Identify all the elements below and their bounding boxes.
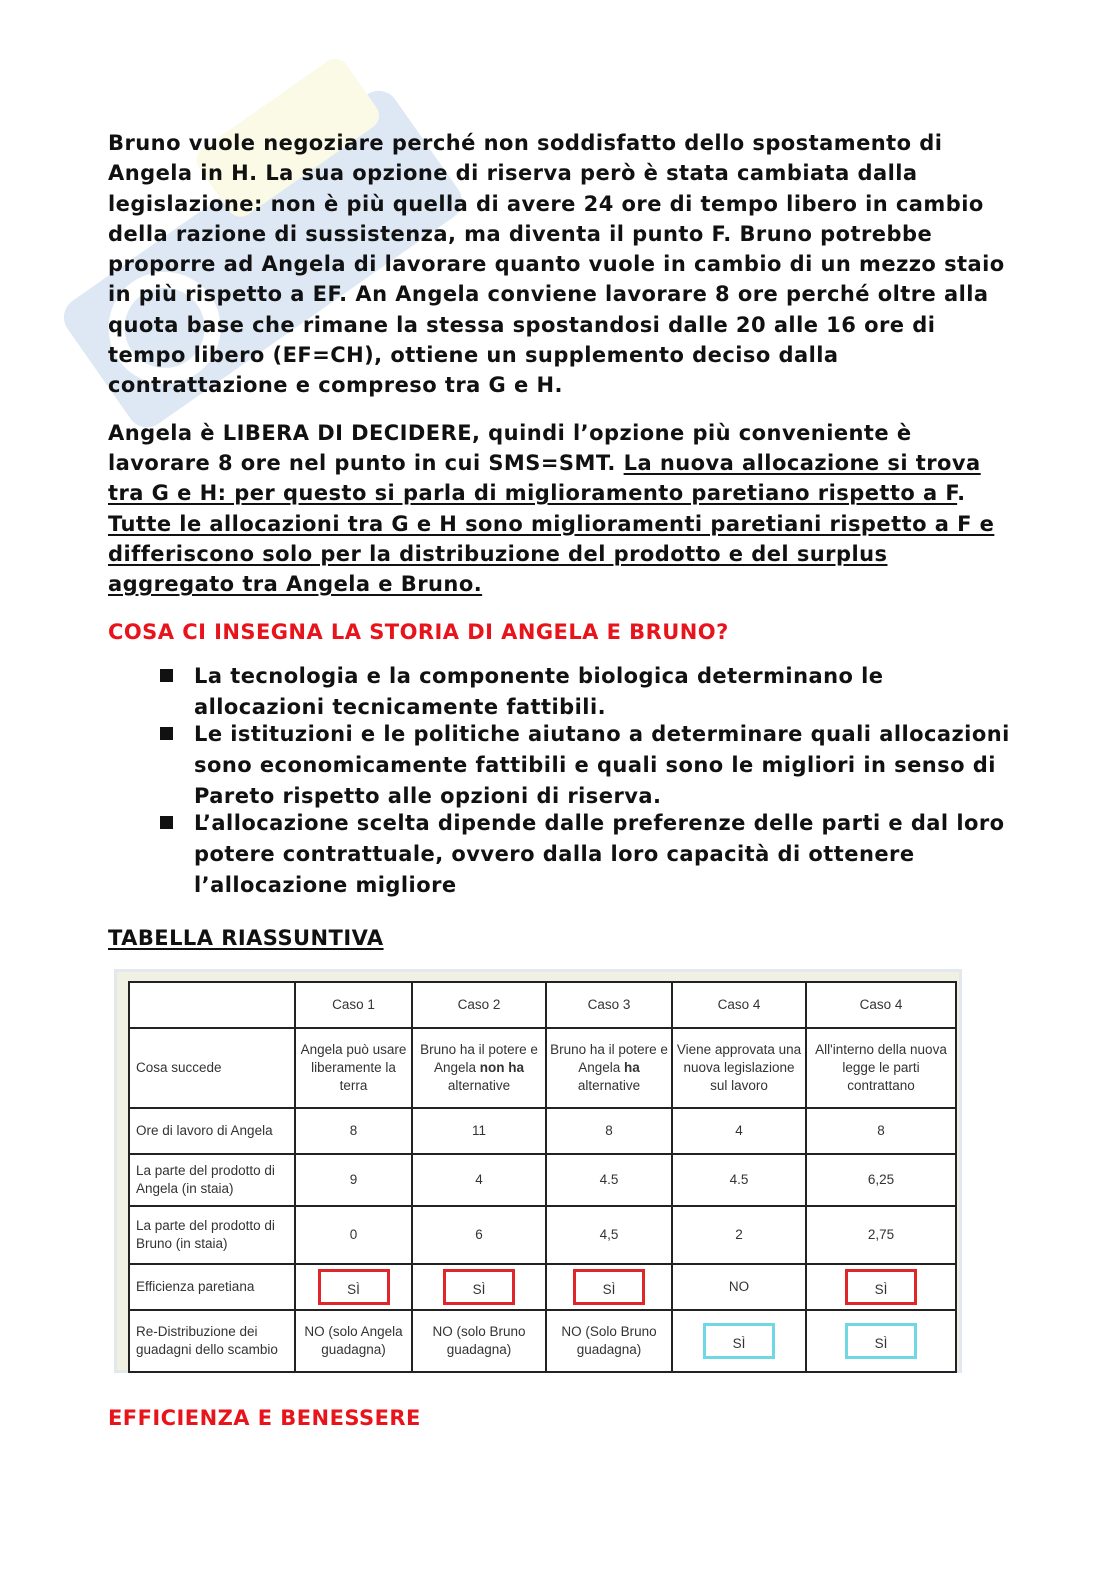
cell-bruno-share-5: 2,75 <box>806 1206 956 1264</box>
cell-bold-text: non ha <box>479 1060 525 1076</box>
paragraph-free-choice <box>108 418 1013 600</box>
cell-pareto-2 <box>412 1264 546 1310</box>
bullet-text: L’allocazione scelta dipende dalle preferenze delle parti e dal loro potere contrattuale, ovvero dalla loro capacità di ottenere l’allocazione migliore <box>194 811 1005 898</box>
highlight-box-cyan: SÌ <box>703 1323 775 1359</box>
page-content <box>108 128 1013 1433</box>
header-caso-2: Caso 2 <box>412 982 546 1028</box>
header-caso-1: Caso 1 <box>295 982 412 1028</box>
cell-hours-3: 8 <box>546 1108 672 1154</box>
paragraph-free-choice-text: Angela è LIBERA DI DECIDERE, quindi l’opzione più conveniente è lavorare 8 ore nel punto in cui SMS=SMT. <box>108 420 912 475</box>
table-corner-cell <box>129 982 295 1028</box>
cell-angela-share-1: 9 <box>295 1154 412 1206</box>
cell-text: Bruno ha il potere e Angela <box>420 1042 538 1076</box>
summary-table-image <box>114 969 962 1373</box>
cell-pareto-5 <box>806 1264 956 1310</box>
heading-summary-table: TABELLA RIASSUNTIVA <box>108 926 384 951</box>
cell-bruno-share-1: 0 <box>295 1206 412 1264</box>
table-row <box>129 1310 956 1372</box>
highlight-box-cyan: SÌ <box>845 1323 917 1359</box>
header-caso-4b: Caso 4 <box>806 982 956 1028</box>
cell-angela-share-5: 6,25 <box>806 1154 956 1206</box>
cell-bruno-share-2: 6 <box>412 1206 546 1264</box>
square-bullet-icon <box>160 727 173 740</box>
cell-redistribution-1: NO (solo Angela guadagna) <box>295 1310 412 1372</box>
underlined-allocations-between-g-h: Tutte le allocazioni tra G e H sono miglioramenti paretiani rispetto a F e differiscono solo per la distribuzione del prodotto e del surplus aggregato tra Angela e Bruno. <box>108 511 995 597</box>
table-row <box>129 1108 956 1154</box>
highlight-box-red: SÌ <box>318 1269 390 1305</box>
lesson-bullet-list <box>108 661 1013 901</box>
square-bullet-icon <box>160 669 173 682</box>
cell-pareto-4: NO <box>672 1264 806 1310</box>
summary-table <box>128 981 957 1373</box>
highlight-box-red: SÌ <box>573 1269 645 1305</box>
cell-what-happens-2 <box>412 1028 546 1108</box>
paragraph-negotiation: Bruno vuole negoziare perché non soddisfatto dello spostamento di Angela in H. La sua opzione di riserva però è stata cambiata dalla legislazione: non è più quella di avere 24 ore di tempo libero in cambio della razione di sussistenza, ma diventa il punto F. Bruno potrebbe proporre ad Angela di lavorare quanto vuole in cambio di un mezzo staio in più rispetto a EF. An Angela conviene lavorare 8 ore perché oltre alla quota base che rimane la stessa spostandosi dalle 20 alle 16 ore di tempo libero (EF=CH), ottiene un supplemento deciso dalla contrattazione e compreso tra G e H. <box>108 131 1005 398</box>
paragraph-period: . <box>957 481 966 506</box>
row-label-bruno-share: La parte del prodotto di Bruno (in staia) <box>129 1206 295 1264</box>
cell-bruno-share-3: 4,5 <box>546 1206 672 1264</box>
cell-pareto-3 <box>546 1264 672 1310</box>
cell-pareto-1 <box>295 1264 412 1310</box>
bullet-item <box>194 808 1013 901</box>
row-label-hours: Ore di lavoro di Angela <box>129 1108 295 1154</box>
cell-angela-share-4: 4.5 <box>672 1154 806 1206</box>
bullet-item <box>194 661 1013 723</box>
table-row <box>129 1154 956 1206</box>
table-row <box>129 1028 956 1108</box>
cell-hours-2: 11 <box>412 1108 546 1154</box>
heading-lesson: COSA CI INSEGNA LA STORIA DI ANGELA E BRUNO? <box>108 620 729 645</box>
cell-bruno-share-4: 2 <box>672 1206 806 1264</box>
cell-redistribution-2: NO (solo Bruno guadagna) <box>412 1310 546 1372</box>
cell-angela-share-2: 4 <box>412 1154 546 1206</box>
cell-text: alternative <box>577 1078 641 1094</box>
table-row <box>129 1264 956 1310</box>
row-label-angela-share: La parte del prodotto di Angela (in staia) <box>129 1154 295 1206</box>
cell-text: Bruno ha il potere e Angela <box>550 1042 668 1076</box>
cell-redistribution-5 <box>806 1310 956 1372</box>
header-caso-3: Caso 3 <box>546 982 672 1028</box>
row-label-redistribution: Re-Distribuzione dei guadagni dello scambio <box>129 1310 295 1372</box>
cell-hours-5: 8 <box>806 1108 956 1154</box>
bullet-text: La tecnologia e la componente biologica determinano le allocazioni tecnicamente fattibili. <box>194 664 884 720</box>
table-row <box>129 1206 956 1264</box>
bullet-text: Le istituzioni e le politiche aiutano a determinare quali allocazioni sono economicamente fattibili e quali sono le migliori in senso di Pareto rispetto alle opzioni di riserva. <box>194 722 1010 809</box>
cell-text: alternative <box>447 1078 511 1094</box>
highlight-box-red: SÌ <box>845 1269 917 1305</box>
square-bullet-icon <box>160 816 173 829</box>
cell-what-happens-3 <box>546 1028 672 1108</box>
cell-hours-1: 8 <box>295 1108 412 1154</box>
cell-angela-share-3: 4.5 <box>546 1154 672 1206</box>
cell-bold-text: ha <box>624 1060 640 1076</box>
cell-hours-4: 4 <box>672 1108 806 1154</box>
header-caso-4: Caso 4 <box>672 982 806 1028</box>
underlined-pareto-improvement: La nuova allocazione si trova tra G e H: per questo si parla di miglioramento paretiano rispetto a F <box>108 450 981 506</box>
table-header-row <box>129 982 956 1028</box>
cell-what-happens-5: All'interno della nuova legge le parti contrattano <box>806 1028 956 1108</box>
highlight-box-red: SÌ <box>443 1269 515 1305</box>
cell-what-happens-1: Angela può usare liberamente la terra <box>295 1028 412 1108</box>
cell-redistribution-4 <box>672 1310 806 1372</box>
cell-what-happens-4: Viene approvata una nuova legislazione sul lavoro <box>672 1028 806 1108</box>
row-label-what-happens: Cosa succede <box>129 1028 295 1108</box>
cell-redistribution-3: NO (Solo Bruno guadagna) <box>546 1310 672 1372</box>
bullet-item <box>194 719 1013 812</box>
row-label-pareto: Efficienza paretiana <box>129 1264 295 1310</box>
heading-efficiency: EFFICIENZA E BENESSERE <box>108 1406 421 1431</box>
